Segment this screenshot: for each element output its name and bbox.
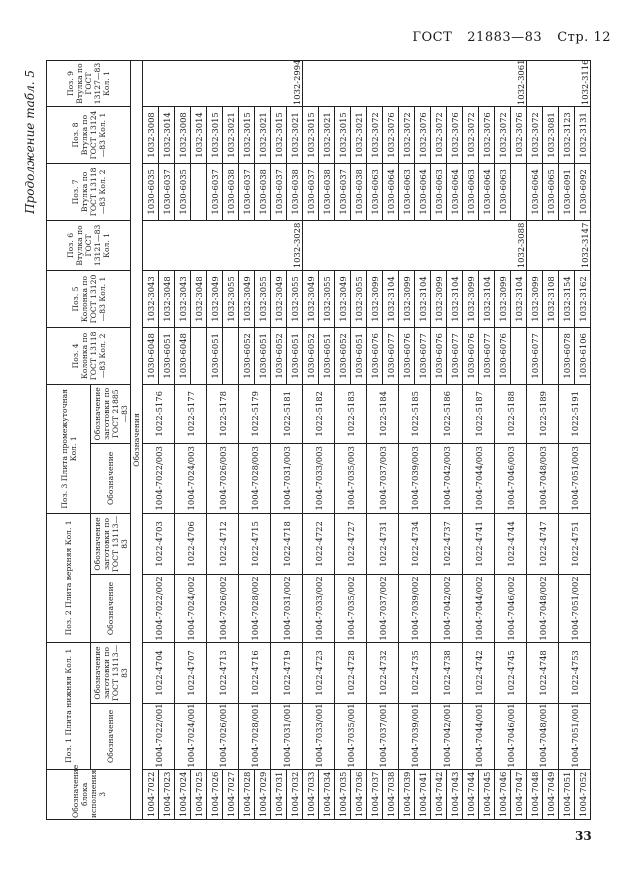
cell-p1b: 1022-4735 (399, 642, 431, 703)
table-row (207, 61, 223, 820)
cell-p5: 1032-3154 (559, 271, 575, 328)
table-row (463, 61, 479, 820)
cell-block: 1004-7042 (431, 769, 447, 819)
cell-p2: 1004-7035/002 (335, 575, 367, 643)
cell-block: 1004-7025 (191, 769, 207, 819)
cell-p5: 1032-3104 (383, 271, 399, 328)
cell-p3b: 1022-5188 (495, 384, 527, 443)
cell-p1b: 1022-4742 (463, 642, 495, 703)
cell-p2b: 1022-4715 (239, 513, 271, 574)
cell-p4: 1030-6052 (335, 327, 351, 384)
cell-block: 1004-7041 (415, 769, 431, 819)
col-pos3: Поз. 3 Плита промежуточная Кол. 1 (47, 384, 91, 513)
cell-p4: 1030-6048 (175, 327, 191, 384)
cell-p5: 1032-3099 (367, 271, 383, 328)
cell-p5: 1032-3104 (479, 271, 495, 328)
cell-block: 1004-7045 (479, 769, 495, 819)
cell-p4: 1030-6048 (143, 327, 159, 384)
cell-p2: 1004-7033/002 (303, 575, 335, 643)
col-pos1-designation: Обозначение (91, 704, 131, 770)
cell-p7: 1030-6063 (431, 163, 447, 220)
cell-p2: 1004-7042/002 (431, 575, 463, 643)
cell-p7: 1030-6038 (351, 163, 367, 220)
table-row (495, 61, 511, 820)
cell-p5: 1032-3055 (255, 271, 271, 328)
cell-p1b: 1022-4745 (495, 642, 527, 703)
cell-p8: 1032-3015 (239, 107, 255, 164)
cell-p1b: 1022-4704 (143, 642, 175, 703)
cell-block: 1004-7022 (143, 769, 159, 819)
col-pos2: Поз. 2 Плита верхняя Кол. 1 (47, 513, 91, 642)
cell-p1: 1004-7042/001 (431, 704, 463, 770)
cell-p4 (191, 327, 207, 384)
table-row (399, 61, 415, 820)
cell-p4: 1030-6076 (431, 327, 447, 384)
cell-p5: 1032-3055 (223, 271, 239, 328)
cell-p3b: 1022-5191 (559, 384, 591, 443)
cell-p2: 1004-7048/002 (527, 575, 559, 643)
cell-p2b: 1022-4703 (143, 513, 175, 574)
cell-p7: 1030-6063 (399, 163, 415, 220)
cell-block: 1004-7023 (159, 769, 175, 819)
cell-p7: 1030-6064 (479, 163, 495, 220)
cell-p7: 1030-6038 (319, 163, 335, 220)
cell-block: 1004-7046 (495, 769, 511, 819)
cell-p4 (511, 327, 527, 384)
cell-p2: 1004-7046/002 (495, 575, 527, 643)
page-header (402, 30, 611, 45)
cell-p8: 1032-3076 (447, 107, 463, 164)
cell-p3: 1004-7035/003 (335, 443, 367, 513)
cell-p2b: 1022-4751 (559, 513, 591, 574)
cell-p1: 1004-7035/001 (335, 704, 367, 770)
cell-p3b: 1022-5187 (463, 384, 495, 443)
cell-p3b: 1022-5186 (431, 384, 463, 443)
cell-p6: 1032-3088 (303, 220, 527, 270)
cell-p3: 1004-7028/003 (239, 443, 271, 513)
cell-block: 1004-7035 (335, 769, 351, 819)
cell-p8: 1032-3072 (431, 107, 447, 164)
cell-block: 1004-7049 (543, 769, 559, 819)
cell-block: 1004-7051 (559, 769, 575, 819)
col-pos2-designation: Обозначение (91, 575, 131, 643)
cell-p4 (223, 327, 239, 384)
table-row (175, 61, 191, 820)
cell-p7: 1030-6064 (447, 163, 463, 220)
cell-p8: 1032-3076 (479, 107, 495, 164)
col-block: Обозначение блока исполнения 3 (47, 769, 131, 819)
cell-p3: 1004-7046/003 (495, 443, 527, 513)
cell-p2b: 1022-4747 (527, 513, 559, 574)
cell-p8: 1032-3072 (367, 107, 383, 164)
cell-block: 1004-7044 (463, 769, 479, 819)
cell-p8: 1032-3076 (511, 107, 527, 164)
cell-p7: 1030-6064 (527, 163, 543, 220)
cell-p8: 1032-3076 (383, 107, 399, 164)
cell-p4: 1030-6051 (351, 327, 367, 384)
cell-p1b: 1022-4732 (367, 642, 399, 703)
cell-p3b: 1022-5178 (207, 384, 239, 443)
standard-number: 21883—83 (467, 30, 543, 45)
col-pos3-designation: Обозначение (91, 443, 131, 513)
cell-p9: 1032-3061 (303, 61, 527, 107)
cell-p2b: 1022-4741 (463, 513, 495, 574)
cell-p2: 1004-7022/002 (143, 575, 175, 643)
cell-p1: 1004-7046/001 (495, 704, 527, 770)
cell-p8: 1032-3072 (463, 107, 479, 164)
cell-p8: 1032-3021 (319, 107, 335, 164)
cell-p4: 1030-6077 (415, 327, 431, 384)
cell-p5: 1032-3048 (159, 271, 175, 328)
components-table (46, 60, 591, 820)
cell-p1b: 1022-4753 (559, 642, 591, 703)
table-row (559, 61, 575, 820)
cell-p2: 1004-7028/002 (239, 575, 271, 643)
cell-p1: 1004-7048/001 (527, 704, 559, 770)
cell-p2: 1004-7051/002 (559, 575, 591, 643)
cell-p4: 1030-6077 (479, 327, 495, 384)
cell-p4: 1030-6051 (287, 327, 303, 384)
cell-block: 1004-7052 (575, 769, 591, 819)
cell-p1: 1004-7033/001 (303, 704, 335, 770)
cell-p5: 1032-3055 (351, 271, 367, 328)
cell-p5: 1032-3049 (239, 271, 255, 328)
cell-p1: 1004-7026/001 (207, 704, 239, 770)
cell-p3: 1004-7037/003 (367, 443, 399, 513)
cell-p7: 1030-6037 (335, 163, 351, 220)
table-row (271, 61, 287, 820)
cell-p3: 1004-7048/003 (527, 443, 559, 513)
cell-p4: 1030-6076 (463, 327, 479, 384)
cell-p8: 1032-3015 (303, 107, 319, 164)
cell-p7 (511, 163, 527, 220)
cell-block: 1004-7034 (319, 769, 335, 819)
cell-p8: 1032-3015 (207, 107, 223, 164)
cell-p1b: 1022-4719 (271, 642, 303, 703)
col-pos5: Поз. 5 Колонка по ГОСТ 13120—83 Кол. 1 (47, 271, 131, 328)
cell-p7: 1030-6037 (303, 163, 319, 220)
page-label: Стр. 12 (557, 30, 611, 45)
cell-p7: 1030-6035 (175, 163, 191, 220)
cell-p4: 1030-6106 (575, 327, 591, 384)
cell-p7: 1030-6035 (143, 163, 159, 220)
page-number: 33 (575, 829, 592, 843)
cell-block: 1004-7029 (255, 769, 271, 819)
cell-p3b: 1022-5183 (335, 384, 367, 443)
rotated-content (20, 60, 588, 820)
cell-p2b: 1022-4712 (207, 513, 239, 574)
cell-p4: 1030-6077 (447, 327, 463, 384)
cell-p5: 1032-3049 (271, 271, 287, 328)
cell-p5: 1032-3043 (143, 271, 159, 328)
cell-p5: 1032-3099 (431, 271, 447, 328)
cell-p8: 1032-3123 (559, 107, 575, 164)
cell-p7: 1030-6038 (287, 163, 303, 220)
table-row (527, 61, 543, 820)
cell-p8: 1032-3014 (191, 107, 207, 164)
rotated-table-area (20, 60, 588, 820)
cell-block: 1004-7039 (399, 769, 415, 819)
cell-p2b: 1022-4731 (367, 513, 399, 574)
cell-p1b: 1022-4707 (175, 642, 207, 703)
cell-p1b: 1022-4713 (207, 642, 239, 703)
cell-p2b: 1022-4718 (271, 513, 303, 574)
cell-p3: 1004-7024/003 (175, 443, 207, 513)
col-pos3-blank: Обозначение заготовки по ГОСТ 21885—83 (91, 384, 131, 443)
cell-p7: 1030-6092 (575, 163, 591, 220)
cell-p1b: 1022-4716 (239, 642, 271, 703)
cell-p1: 1004-7028/001 (239, 704, 271, 770)
cell-p5: 1032-3049 (303, 271, 319, 328)
cell-p1b: 1022-4748 (527, 642, 559, 703)
cell-block: 1004-7033 (303, 769, 319, 819)
cell-p7: 1030-6038 (255, 163, 271, 220)
cell-block: 1004-7026 (207, 769, 223, 819)
designations-span: Обозначения (131, 61, 143, 820)
cell-p2b: 1022-4744 (495, 513, 527, 574)
cell-p8: 1032-3014 (159, 107, 175, 164)
cell-p7: 1030-6065 (543, 163, 559, 220)
table-row (143, 61, 159, 820)
cell-p7: 1030-6064 (383, 163, 399, 220)
cell-p8: 1032-3076 (415, 107, 431, 164)
table-row (431, 61, 447, 820)
cell-p4: 1030-6051 (207, 327, 223, 384)
cell-p3: 1004-7051/003 (559, 443, 591, 513)
cell-p2: 1004-7026/002 (207, 575, 239, 643)
table-row (335, 61, 351, 820)
gost-label: ГОСТ (412, 30, 453, 45)
cell-p3: 1004-7044/003 (463, 443, 495, 513)
cell-p3b: 1022-5179 (239, 384, 271, 443)
cell-p8: 1032-3021 (287, 107, 303, 164)
cell-p8: 1032-3072 (527, 107, 543, 164)
cell-block: 1004-7048 (527, 769, 543, 819)
cell-p7 (191, 163, 207, 220)
col-pos1-blank: Обозначение заготовки по ГОСТ 13113—83 (91, 642, 131, 703)
cell-p7: 1030-6064 (415, 163, 431, 220)
cell-p1b: 1022-4728 (335, 642, 367, 703)
cell-p2: 1004-7037/002 (367, 575, 399, 643)
cell-p3b: 1022-5176 (143, 384, 175, 443)
cell-p9: 1032-2994 (143, 61, 303, 107)
cell-p7: 1030-6037 (239, 163, 255, 220)
cell-p2b: 1022-4706 (175, 513, 207, 574)
cell-p4: 1030-6077 (383, 327, 399, 384)
cell-p7: 1030-6063 (367, 163, 383, 220)
cell-p7: 1030-6091 (559, 163, 575, 220)
cell-p5: 1032-3104 (511, 271, 527, 328)
cell-p5: 1032-3099 (463, 271, 479, 328)
cell-p3b: 1022-5185 (399, 384, 431, 443)
cell-p8: 1032-3021 (351, 107, 367, 164)
table-row (367, 61, 383, 820)
table-row (303, 61, 319, 820)
cell-p8: 1032-3021 (223, 107, 239, 164)
cell-p8: 1032-3072 (399, 107, 415, 164)
cell-p4: 1030-6051 (255, 327, 271, 384)
cell-p3b: 1022-5181 (271, 384, 303, 443)
cell-p1b: 1022-4723 (303, 642, 335, 703)
col-pos9: Поз. 9 Втулка по ГОСТ 13127—83 Кол. 1 (47, 61, 131, 107)
cell-p2: 1004-7044/002 (463, 575, 495, 643)
cell-p3b: 1022-5182 (303, 384, 335, 443)
cell-p3: 1004-7042/003 (431, 443, 463, 513)
cell-p4: 1030-6076 (399, 327, 415, 384)
cell-p8: 1032-3008 (143, 107, 159, 164)
cell-p1: 1004-7031/001 (271, 704, 303, 770)
col-pos8: Поз. 8 Втулка по ГОСТ 13124—83 Кол. 1 (47, 107, 131, 164)
cell-p8: 1032-3015 (335, 107, 351, 164)
cell-p5: 1032-3104 (447, 271, 463, 328)
cell-p7: 1030-6063 (463, 163, 479, 220)
cell-p4: 1030-6051 (319, 327, 335, 384)
cell-p7: 1030-6037 (159, 163, 175, 220)
cell-block: 1004-7037 (367, 769, 383, 819)
cell-p8: 1032-3015 (271, 107, 287, 164)
cell-p7: 1030-6063 (495, 163, 511, 220)
cell-p3b: 1022-5177 (175, 384, 207, 443)
cell-p1: 1004-7039/001 (399, 704, 431, 770)
cell-block: 1004-7038 (383, 769, 399, 819)
cell-p5: 1032-3108 (543, 271, 559, 328)
cell-p1: 1004-7051/001 (559, 704, 591, 770)
cell-p3b: 1022-5189 (527, 384, 559, 443)
table-body (143, 61, 591, 820)
cell-block: 1004-7028 (239, 769, 255, 819)
cell-block: 1004-7024 (175, 769, 191, 819)
cell-p5: 1032-3049 (335, 271, 351, 328)
cell-p5: 1032-3055 (287, 271, 303, 328)
cell-p4: 1030-6052 (239, 327, 255, 384)
cell-p8: 1032-3131 (575, 107, 591, 164)
cell-p3b: 1022-5184 (367, 384, 399, 443)
cell-p8: 1032-3081 (543, 107, 559, 164)
cell-p7: 1030-6038 (223, 163, 239, 220)
cell-p5: 1032-3099 (495, 271, 511, 328)
cell-p5: 1032-3162 (575, 271, 591, 328)
cell-p4: 1030-6051 (159, 327, 175, 384)
cell-p8: 1032-3008 (175, 107, 191, 164)
cell-p7: 1030-6037 (271, 163, 287, 220)
cell-p9: 1032-3116 (527, 61, 591, 107)
cell-p3: 1004-7033/003 (303, 443, 335, 513)
cell-p2: 1004-7024/002 (175, 575, 207, 643)
cell-p4: 1030-6052 (303, 327, 319, 384)
cell-p8: 1032-3021 (255, 107, 271, 164)
col-pos6: Поз. 6 Втулка по ГОСТ 13121—83 Кол. 1 (47, 220, 131, 270)
cell-p5: 1032-3055 (319, 271, 335, 328)
cell-p3: 1004-7031/003 (271, 443, 303, 513)
cell-p5: 1032-3048 (191, 271, 207, 328)
cell-p5: 1032-3043 (175, 271, 191, 328)
cell-block: 1004-7027 (223, 769, 239, 819)
cell-p8: 1032-3072 (495, 107, 511, 164)
cell-p4: 1030-6077 (527, 327, 543, 384)
cell-p7: 1030-6037 (207, 163, 223, 220)
cell-p1b: 1022-4738 (431, 642, 463, 703)
col-pos7: Поз. 7 Втулка по ГОСТ 13118—83 Кол. 2 (47, 163, 131, 220)
col-pos4: Поз. 4 Колонка по ГОСТ 13118—83 Кол. 2 (47, 327, 131, 384)
cell-block: 1004-7032 (287, 769, 303, 819)
cell-block: 1004-7043 (447, 769, 463, 819)
cell-p6: 1032-3028 (143, 220, 303, 270)
cell-p3: 1004-7026/003 (207, 443, 239, 513)
cell-p3: 1004-7022/003 (143, 443, 175, 513)
cell-p1: 1004-7022/001 (143, 704, 175, 770)
cell-block: 1004-7036 (351, 769, 367, 819)
cell-p1: 1004-7024/001 (175, 704, 207, 770)
cell-p1: 1004-7037/001 (367, 704, 399, 770)
cell-block: 1004-7047 (511, 769, 527, 819)
cell-p4: 1030-6052 (271, 327, 287, 384)
cell-p6: 1032-3147 (527, 220, 591, 270)
cell-p4: 1030-6078 (559, 327, 575, 384)
cell-p4: 1030-6076 (367, 327, 383, 384)
cell-p4: 1030-6076 (495, 327, 511, 384)
cell-p2b: 1022-4722 (303, 513, 335, 574)
cell-p2b: 1022-4734 (399, 513, 431, 574)
cell-p4 (543, 327, 559, 384)
cell-p3: 1004-7039/003 (399, 443, 431, 513)
cell-p5: 1032-3049 (207, 271, 223, 328)
col-pos1: Поз. 1 Плита нижняя Кол. 1 (47, 642, 91, 769)
cell-p2b: 1022-4737 (431, 513, 463, 574)
cell-p5: 1032-3099 (399, 271, 415, 328)
cell-block: 1004-7031 (271, 769, 287, 819)
cell-p2: 1004-7039/002 (399, 575, 431, 643)
cell-p2: 1004-7031/002 (271, 575, 303, 643)
cell-p5: 1032-3099 (527, 271, 543, 328)
table-caption: Продолжение табл. 5 (23, 70, 37, 214)
cell-p1: 1004-7044/001 (463, 704, 495, 770)
cell-p2b: 1022-4727 (335, 513, 367, 574)
cell-p5: 1032-3104 (415, 271, 431, 328)
col-pos2-blank: Обозначение заготовки по ГОСТ 13113—83 (91, 513, 131, 574)
table-row (239, 61, 255, 820)
